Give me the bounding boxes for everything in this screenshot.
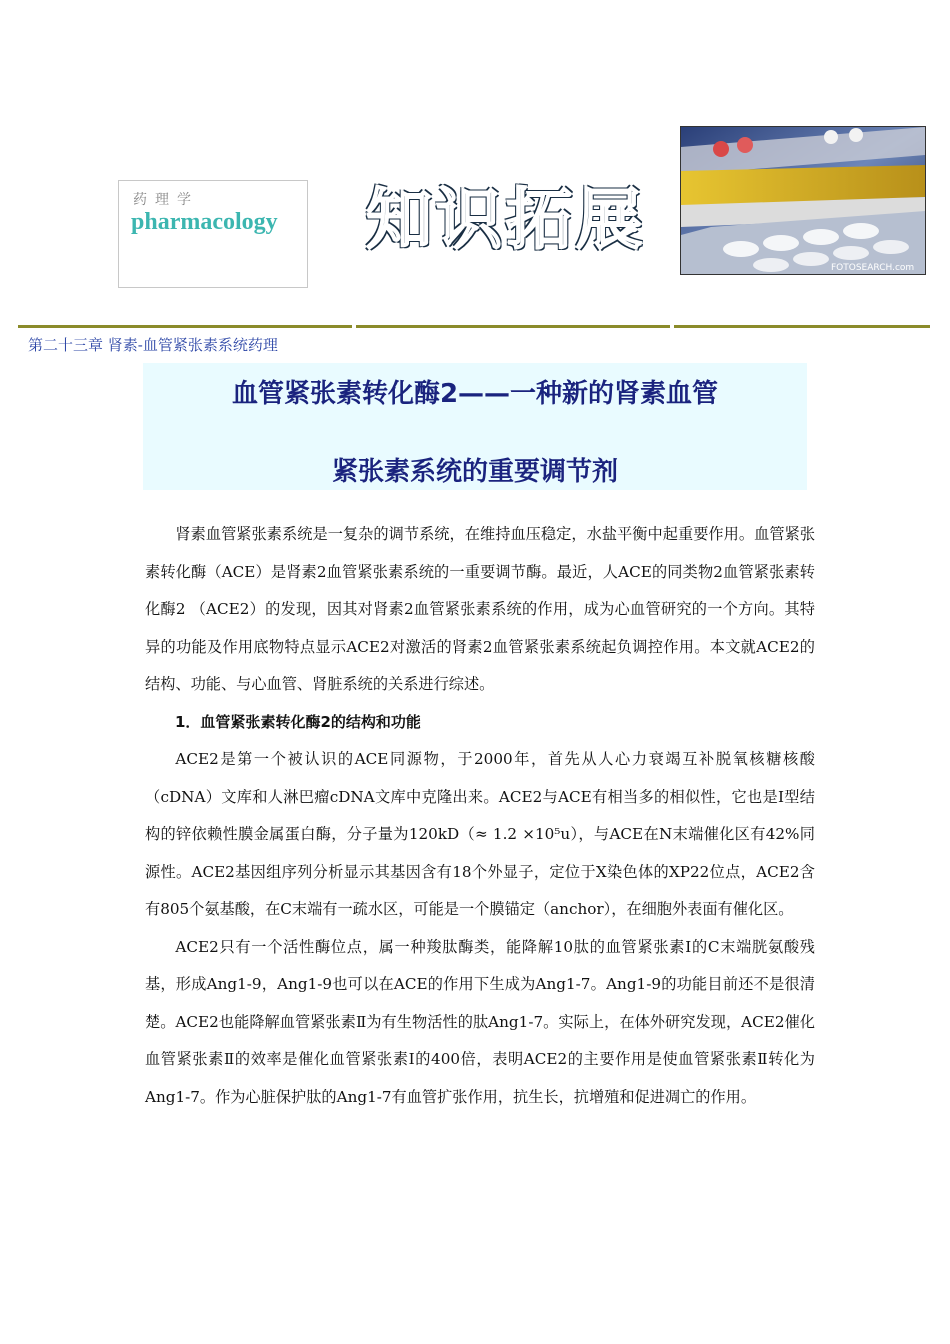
paragraph-structure: ACE2是第一个被认识的ACE同源物，于2000年，首先从人心力衰竭互补脱氧核糖核酸（cDNA）文库和人淋巴瘤cDNA文库中克隆出来。ACE2与ACE有相当多的相似性，它也是Ⅰ型结构的锌依赖性膜金属蛋白酶，分子量为120kD（≈ 1.2 ×10⁵u），与ACE在N末端催化区有42%同源性。ACE2基因组序列分析显示其基因含有18个外显子，定位于X染色体的XP22位点，ACE2含有805个氨基酸，在C末端有一疏水区，可能是一个膜锚定（anchor），在细胞外表面有催化区。 <box>145 750 815 918</box>
paragraph-function: ACE2只有一个活性酶位点，属一种羧肽酶类，能降解10肽的血管紧张素Ⅰ的C末端胱氨酸残基，形成Ang1-9，Ang1-9也可以在ACE的作用下生成为Ang1-7。Ang1-9的功能目前还不是很清楚。ACE2也能降解血管紧张素Ⅱ为有生物活性的肽Ang1-7。实际上，在体外研究发现，ACE2催化血管紧张素Ⅱ的效率是催化血管紧张素Ⅰ的400倍，表明ACE2的主要作用是使血管紧张素Ⅱ转化为Ang1-7。作为心脏保护肽的Ang1-7有血管扩张作用，抗生长，抗增殖和促进凋亡的作用。 <box>145 937 815 1106</box>
header-rule-3 <box>674 325 930 328</box>
header-rule-1 <box>18 325 352 328</box>
medicine-photo <box>680 126 926 275</box>
photo-watermark: FOTOSEARCH.com <box>831 263 915 273</box>
chapter-heading: 第二十三章 肾素-血管紧张素系统药理 <box>28 336 278 354</box>
pills-image <box>681 127 925 274</box>
paragraph-intro: 肾素血管紧张素系统是一复杂的调节系统，在维持血压稳定，水盐平衡中起重要作用。血管紧张素转化酶（ACE）是肾素2血管紧张素系统的一重要调节酶。最近，人ACE的同类物2血管紧张素转化酶2 （ACE2）的发现，因其对肾素2血管紧张素系统的作用，成为心血管研究的一个方向。其特异的功能及作用底物特点显示ACE2对激活的肾素2血管紧张素系统起负调控作用。本文就ACE2的结构、功能、与心血管、肾脏系统的关系进行综述。 <box>145 525 815 693</box>
article-body <box>145 516 815 1116</box>
pharmacology-logo <box>118 180 308 288</box>
knowledge-extension-banner: 知识拓展 <box>366 181 646 258</box>
article-title-line-2: 紧张素系统的重要调节剂 <box>331 457 618 487</box>
article-title-box <box>143 363 807 490</box>
logo-chinese-text: 药理学 <box>133 192 199 208</box>
header-rule-2 <box>356 325 670 328</box>
logo-english-text: pharmacology <box>131 209 278 235</box>
section-heading: 1．血管紧张素转化酶2的结构和功能 <box>175 712 421 731</box>
article-title-line-1: 血管紧张素转化酶2——一种新的肾素血管 <box>231 379 719 409</box>
